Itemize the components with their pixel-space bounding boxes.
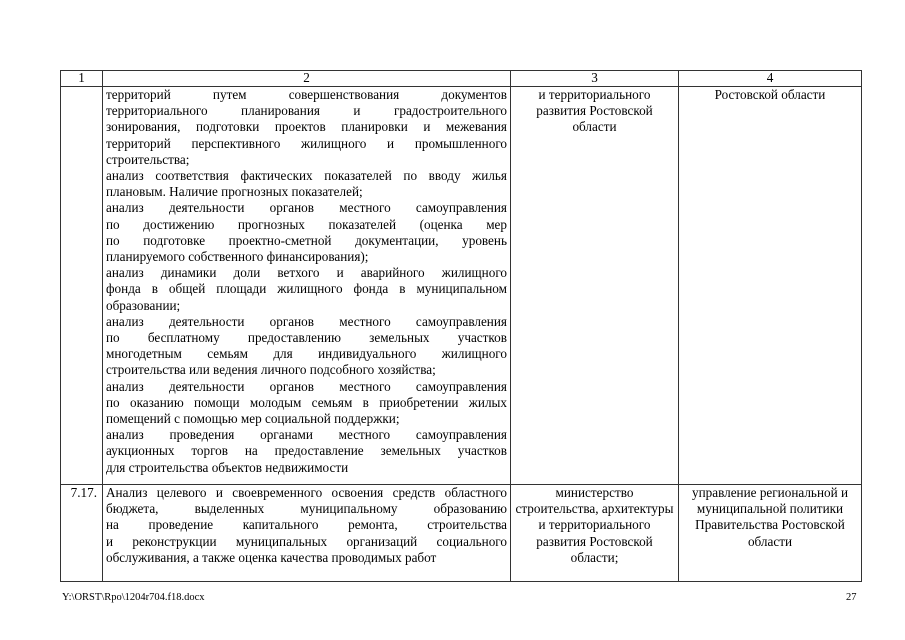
- description-line: строительства;: [106, 151, 190, 167]
- description-line: по оказанию помощи молодым семьям в приобретении жилых: [106, 394, 507, 410]
- description-line: на проведение капитального ремонта, строительства: [106, 517, 507, 533]
- description-line: Анализ целевого и своевременного освоения средств областного: [106, 485, 507, 500]
- description-line: анализ деятельности органов местного самоуправления: [106, 378, 507, 394]
- description-line: строительства или ведения личного подсобного хозяйства;: [106, 362, 436, 378]
- description-line: фонда в общей площади жилищного фонда в муниципальном: [106, 281, 507, 297]
- table-header-row: [61, 71, 862, 87]
- description-line: образовании;: [106, 297, 181, 313]
- description-line: анализ деятельности органов местного самоуправления: [106, 200, 507, 216]
- description-line: обслуживания, а также оценка качества проводимых работ: [106, 549, 437, 565]
- header-col-2: 2: [103, 71, 511, 87]
- document-table: [60, 70, 862, 582]
- table-row: [61, 485, 862, 582]
- description-line: помещений с помощью мер социальной поддержки;: [106, 411, 400, 427]
- description-line: территорий путем совершенствования документов: [106, 87, 507, 102]
- description-line: плановым. Наличие прогнозных показателей;: [106, 184, 363, 200]
- header-col-3: 3: [511, 71, 679, 87]
- row-responsible: и территориального развития Ростовской области: [511, 87, 679, 485]
- row-number: 7.17.: [61, 485, 103, 582]
- description-line: и реконструкции муниципальных организаций социального: [106, 533, 507, 549]
- description-line: анализ соответствия фактических показателей по вводу жилья: [106, 168, 507, 184]
- description-line: территорий перспективного жилищного и промышленного: [106, 135, 507, 151]
- description-line: анализ динамики доли ветхого и аварийного жилищного: [106, 265, 507, 281]
- description-line: анализ деятельности органов местного самоуправления: [106, 313, 507, 329]
- description-line: зонирования, подготовки проектов планировки и межевания: [106, 119, 507, 135]
- footer-file-path: Y:\ORST\Rpo\1204r704.f18.docx: [62, 592, 205, 603]
- header-col-4: 4: [679, 71, 862, 87]
- description-line: по подготовке проектно-сметной документации, уровень: [106, 232, 507, 248]
- description-line: территориального планирования и градостроительного: [106, 103, 507, 119]
- row-description: [103, 485, 511, 582]
- description-line: аукционных торгов на предоставление земельных участков: [106, 443, 507, 459]
- description-line: планируемого собственного финансирования);: [106, 249, 369, 265]
- description-line: для строительства объектов недвижимости: [106, 459, 349, 475]
- row-coexecutor: управление региональной и муниципальной политики Правительства Ростовской области: [679, 485, 862, 582]
- table-row: [61, 87, 862, 485]
- description-line: многодетным семьям для индивидуального жилищного: [106, 346, 507, 362]
- footer-page-number: 27: [846, 592, 857, 603]
- description-line: по бесплатному предоставлению земельных участков: [106, 330, 507, 346]
- description-line: бюджета, выделенных муниципальному образованию: [106, 501, 507, 517]
- description-line: анализ проведения органами местного самоуправления: [106, 427, 507, 443]
- row-responsible: министерство строительства, архитектуры и территориального развития Ростовской области;: [511, 485, 679, 582]
- row-description: [103, 87, 511, 485]
- header-col-1: 1: [61, 71, 103, 87]
- row-number: [61, 87, 103, 485]
- description-line: по достижению прогнозных показателей (оценка мер: [106, 216, 507, 232]
- row-coexecutor: Ростовской области: [679, 87, 862, 485]
